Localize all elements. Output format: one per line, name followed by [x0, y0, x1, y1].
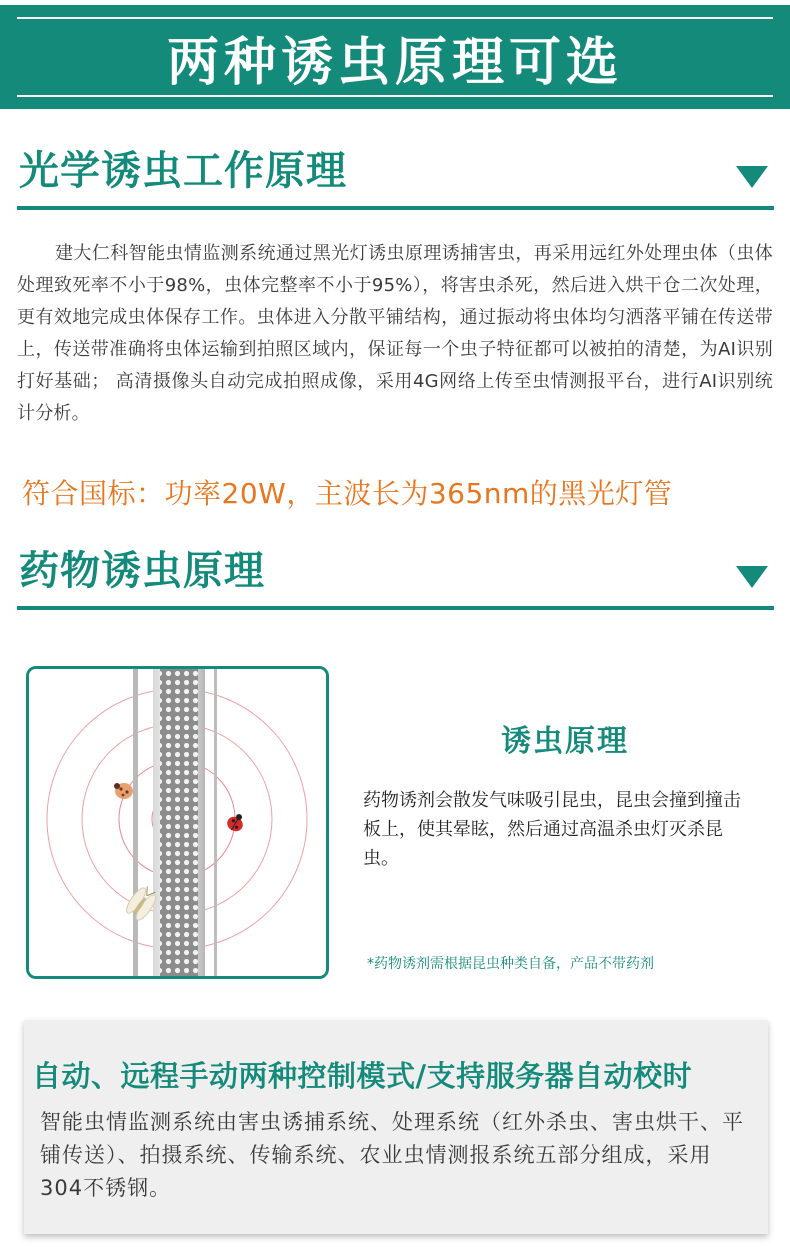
chemical-section-header — [17, 548, 774, 610]
chemical-section-title: 药物诱虫原理 — [19, 548, 265, 594]
right-rail — [214, 669, 217, 976]
banner-title: 两种诱虫原理可选 — [166, 32, 623, 93]
header-banner — [0, 5, 790, 109]
left-rail — [133, 669, 138, 976]
lure-principle-title: 诱虫原理 — [501, 724, 629, 759]
banner-frame — [17, 17, 773, 97]
lure-principle-description: 药物诱剂会散发气味吸引昆虫，昆虫会撞到撞击板上，使其晕眩，然后通过高温杀虫灯灭杀昆虫。 — [363, 790, 741, 869]
optical-description: 建大仁科智能虫情监测系统通过黑光灯诱虫原理诱捕害虫，再采用远红外处理虫体（虫体处理致死率不小于98%，虫体完整率不小于95%），将害虫杀死，然后进入烘干仓二次处理，更有效地完成虫体保存工作。虫体进入分散平铺结构，通过振动将虫体均匀洒落平铺在传送带上，传送带准确将虫体运输到拍照区域内，保证每一个虫子特征都可以被拍的清楚，为AI识别打好基础； 高清摄像头自动完成拍照成像，采用4G网络上传至虫情测报平台，进行AI识别统计分析。 — [17, 243, 773, 424]
triangle-down-icon — [736, 166, 768, 188]
triangle-down-icon — [736, 566, 768, 588]
national-standard-text: 符合国标：功率20W，主波长为365nm的黑光灯管 — [22, 477, 673, 510]
lure-illustration-graphic — [29, 669, 326, 976]
lure-note: *药物诱剂需根据昆虫种类自备，产品不带药剂 — [367, 956, 654, 972]
optical-section-title: 光学诱虫工作原理 — [19, 148, 347, 194]
control-mode-description: 智能虫情监测系统由害虫诱捕系统、处理系统（红外杀虫、害虫烘干、平铺传送）、拍摄系统、传输系统、农业虫情测报系统五部分组成，采用304不锈钢。 — [40, 1110, 744, 1200]
control-mode-title: 自动、远程手动两种控制模式/支持服务器自动校时 — [32, 1059, 693, 1093]
lure-illustration — [26, 666, 329, 979]
perforated-impact-plate — [160, 669, 198, 976]
optical-section-header — [17, 148, 774, 210]
control-mode-card — [24, 1020, 768, 1234]
